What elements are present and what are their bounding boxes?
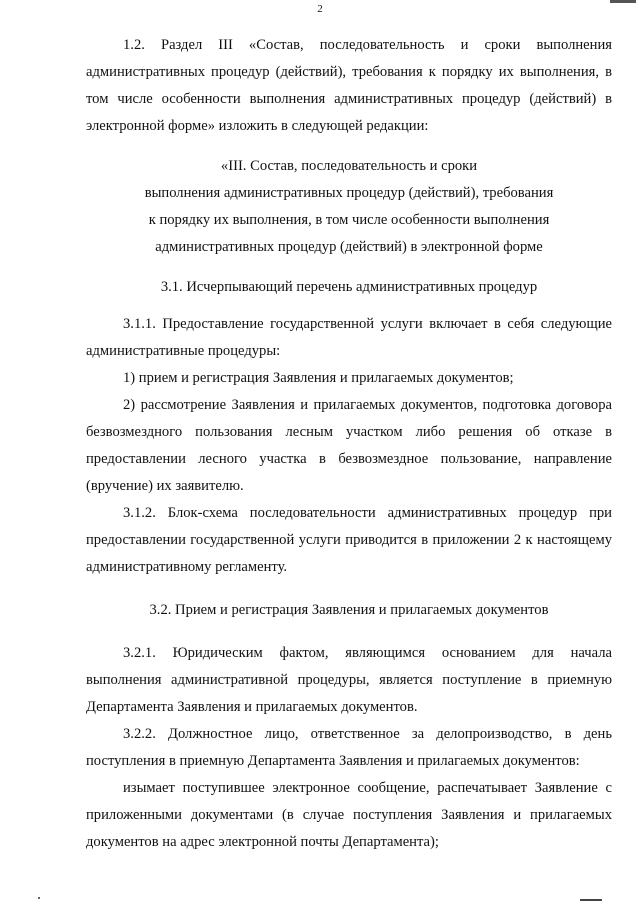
section-title-line: административных процедур (действий) в электронной форме	[155, 239, 543, 255]
paragraph-3-1-2: 3.1.2. Блок-схема последовательности административных процедур при предоставлении государственной услуги приводится в приложении 2 к настоящему административному регламенту.	[86, 505, 612, 575]
list-item: 2) рассмотрение Заявления и прилагаемых документов, подготовка договора безвозмездного пользования лесным участком либо решения об отказе в предоставлении лесного участка в безвозмездное пользование, направление (вручение) их заявителю.	[86, 397, 612, 494]
section-title	[86, 153, 612, 261]
subheading-3-1: 3.1. Исчерпывающий перечень административных процедур	[160, 279, 538, 295]
section-title-line: выполнения административных процедур (действий), требования	[144, 185, 554, 201]
paragraph-last: изымает поступившее электронное сообщение, распечатывает Заявление с приложенными документами (в случае поступления Заявления и прилагаемых документов на адрес электронной почты Департамента);	[86, 780, 612, 850]
paragraph-1-2: 1.2. Раздел III «Состав, последовательность и сроки выполнения административных процедур (действий), требования к порядку их выполнения, в том числе особенности выполнения административных процедур (действий) в электронной форме» изложить в следующей редакции:	[86, 37, 612, 134]
list-item: 1) прием и регистрация Заявления и прилагаемых документов;	[123, 370, 514, 386]
paragraph-3-2-1: 3.2.1. Юридическим фактом, являющимся основанием для начала выполнения административной процедуры, является поступление в приемную Департамента Заявления и прилагаемых документов.	[86, 645, 612, 715]
document-body	[86, 32, 612, 856]
paragraph-3-2-2: 3.2.2. Должностное лицо, ответственное за делопроизводство, в день поступления в приемную Департамента Заявления и прилагаемых документов:	[86, 726, 612, 769]
page-number: 2	[317, 3, 323, 15]
scan-mark	[38, 897, 40, 899]
section-title-line: «III. Состав, последовательность и сроки	[220, 158, 478, 174]
scan-mark	[580, 899, 602, 901]
paragraph-3-1-1: 3.1.1. Предоставление государственной услуги включает в себя следующие административные процедуры:	[86, 316, 612, 359]
section-title-line: к порядку их выполнения, в том числе особенности выполнения	[148, 212, 550, 228]
subheading-3-2: 3.2. Прием и регистрация Заявления и прилагаемых документов	[149, 602, 549, 618]
